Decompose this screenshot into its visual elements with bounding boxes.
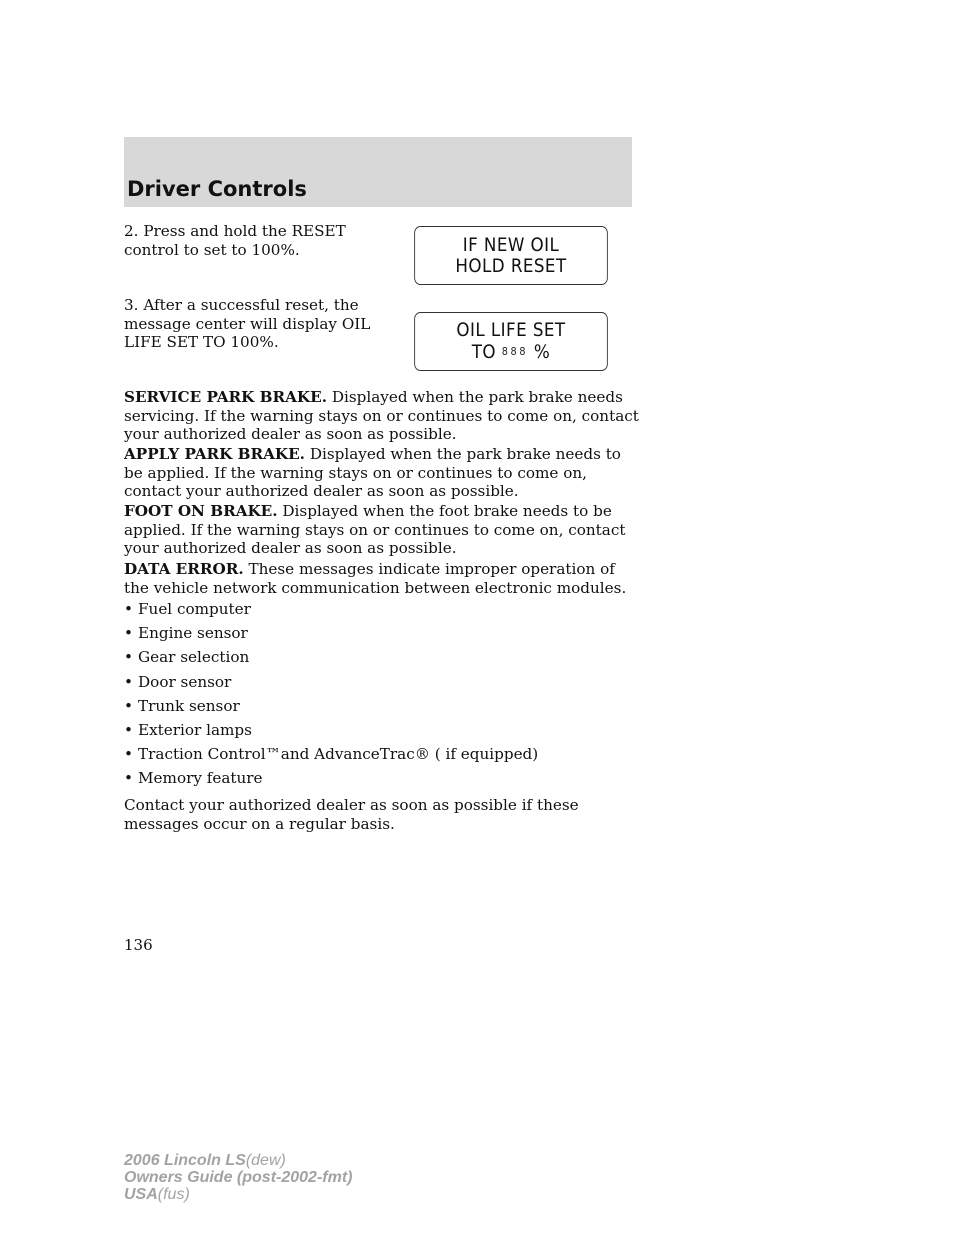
description: Displayed when the foot brake needs to be applied. If the warning stays on or continues to come on, contact your authorized dealer as soon as possible. xyxy=(124,502,626,557)
closing-paragraph: Contact your authorized dealer as soon as possible if these messages occur on a regular basis. xyxy=(124,796,579,833)
list-item-text: Door sensor xyxy=(138,672,232,691)
lcd-line xyxy=(472,341,551,363)
lcd-display-oil-life-set xyxy=(414,312,608,371)
list-item: • Fuel computer xyxy=(124,600,251,618)
footer-guide: Owners Guide (post-2002-fmt) xyxy=(124,1169,353,1186)
description: Displayed when the park brake needs servicing. If the warning stays on or continues to come on, contact your authorized dealer as soon as possible. xyxy=(124,388,639,443)
lcd-line: OIL LIFE SET xyxy=(456,319,566,341)
document-footer xyxy=(124,1152,352,1203)
description: These messages indicate improper operation of the vehicle network communication between electronic modules. xyxy=(124,560,627,597)
list-item-text: Fuel computer xyxy=(138,600,251,618)
list-item: • Gear selection xyxy=(124,648,250,667)
lcd-prefix: TO xyxy=(471,341,496,363)
list-item: • Memory feature xyxy=(124,769,263,788)
list-item-text: Exterior lamps xyxy=(138,720,252,739)
module-list xyxy=(124,600,644,794)
lcd-line: IF NEW OIL xyxy=(462,233,560,256)
lcd-line: HOLD RESET xyxy=(455,254,567,277)
foot-on-brake-paragraph xyxy=(124,502,644,558)
list-item-text: Traction Control™and AdvanceTrac® ( if equipped) xyxy=(138,745,539,764)
list-item-text: Trunk sensor xyxy=(138,696,240,715)
footer-region-code: (fus) xyxy=(157,1186,190,1203)
footer-region: USA xyxy=(124,1186,158,1203)
list-item-text: Engine sensor xyxy=(138,624,248,643)
list-item: • Exterior lamps xyxy=(124,720,252,739)
footer-model-code: (dew) xyxy=(245,1152,286,1169)
list-item: • Trunk sensor xyxy=(124,696,240,715)
list-item: • Door sensor xyxy=(124,672,232,691)
data-error-paragraph xyxy=(124,560,644,597)
section-title: Driver Controls xyxy=(127,177,307,201)
term: FOOT ON BRAKE. xyxy=(124,502,278,520)
lcd-display-if-new-oil xyxy=(414,226,608,285)
page-number: 136 xyxy=(124,936,153,954)
step-3-text: 3. After a successful reset, the message center will display OIL LIFE SET TO 100%. xyxy=(124,296,371,351)
service-park-brake-paragraph xyxy=(124,388,644,444)
list-item: • Traction Control™and AdvanceTrac® ( if equipped) xyxy=(124,745,539,764)
step-2-text: 2. Press and hold the RESET control to set to 100%. xyxy=(124,222,346,259)
term: SERVICE PARK BRAKE. xyxy=(124,388,327,406)
list-item: • Engine sensor xyxy=(124,624,248,643)
term: APPLY PARK BRAKE. xyxy=(124,445,305,463)
term: DATA ERROR. xyxy=(124,560,244,578)
description: Displayed when the park brake needs to be applied. If the warning stays on or continues to come on, contact your authorized dealer as soon as possible. xyxy=(124,445,621,500)
list-item-text: Memory feature xyxy=(138,769,263,788)
list-item-text: Gear selection xyxy=(138,648,250,667)
apply-park-brake-paragraph xyxy=(124,445,644,501)
lcd-suffix: % xyxy=(533,341,551,363)
footer-model: 2006 Lincoln LS xyxy=(124,1152,246,1169)
lcd-digits: 888 xyxy=(501,345,529,358)
